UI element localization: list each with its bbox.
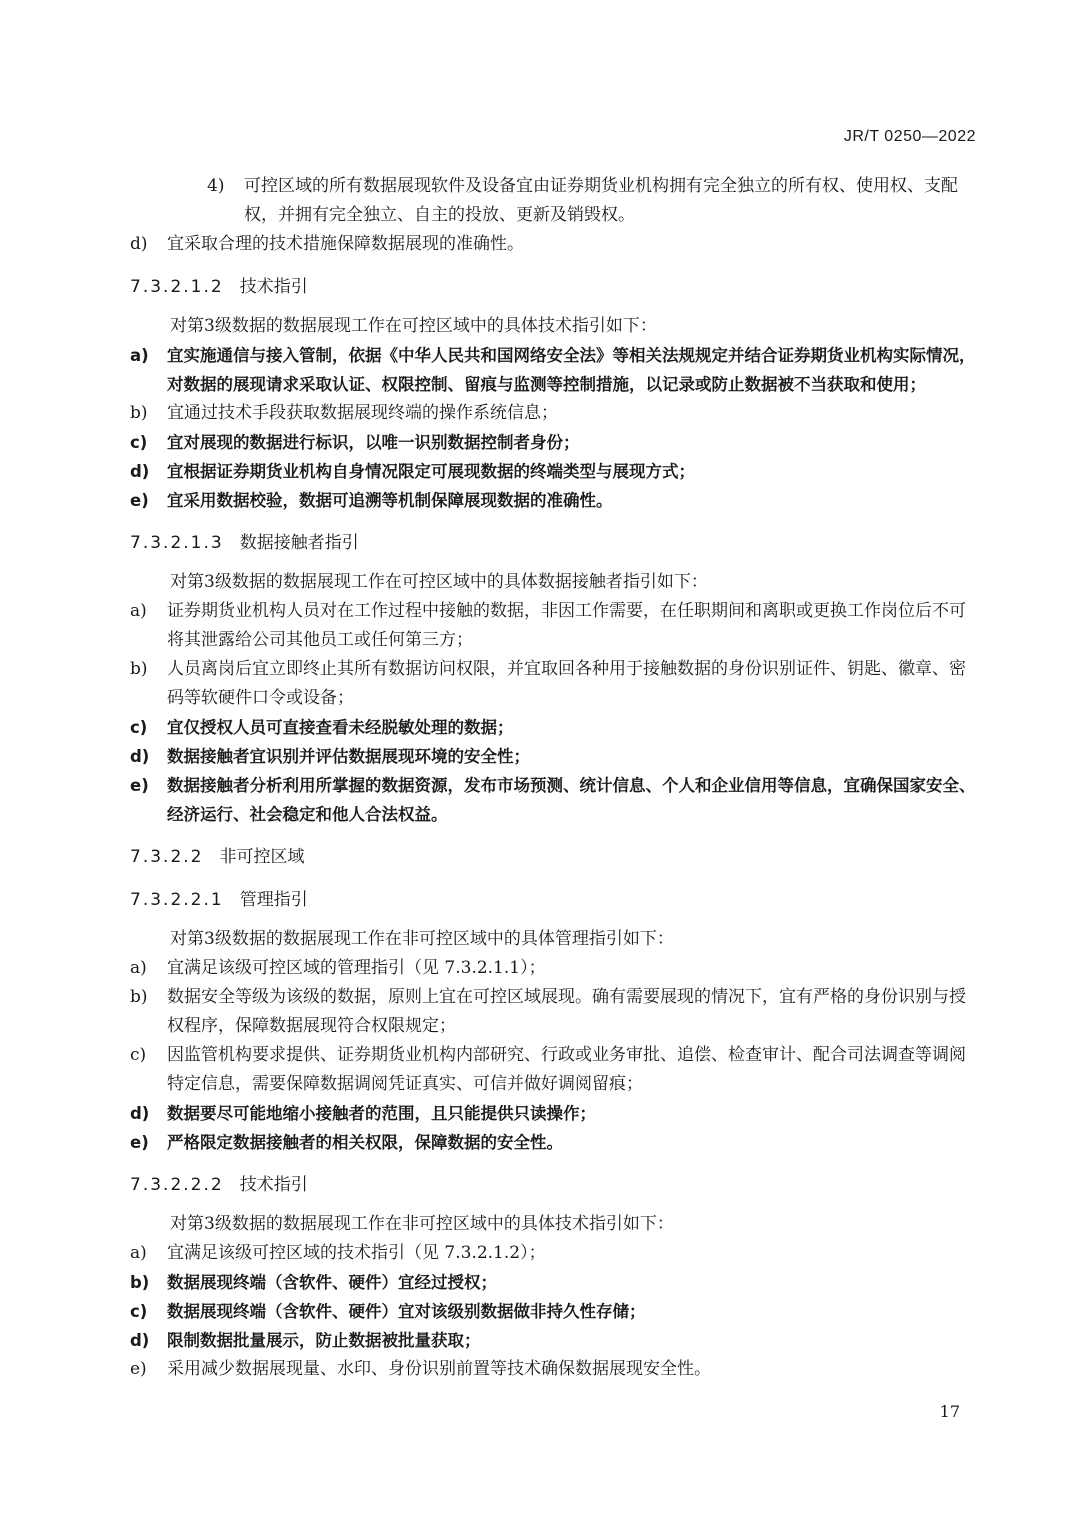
list-text: 宜通过技术手段获取数据展现终端的操作系统信息；	[167, 403, 558, 423]
list-text: 宜根据证券期货业机构自身情况限定可展现数据的终端类型与展现方式；	[167, 462, 695, 481]
list-marker: c)	[130, 718, 148, 737]
list-text: 数据展现终端（含软件、硬件）宜经过授权；	[167, 1273, 497, 1292]
list-marker: c)	[130, 1302, 148, 1321]
section-title: 数据接触者指引	[239, 533, 359, 553]
section-intro: 对第3级数据的数据展现工作在非可控区域中的具体管理指引如下：	[170, 929, 674, 949]
list-marker: e)	[130, 1359, 147, 1379]
list-text: 数据要尽可能地缩小接触者的范围，且只能提供只读操作；	[167, 1104, 596, 1123]
list-item	[130, 1355, 978, 1384]
list-marker: e)	[130, 491, 149, 510]
list-marker: d)	[130, 234, 148, 254]
section-heading	[130, 529, 978, 558]
list-marker: e)	[130, 1133, 149, 1152]
section-title: 技术指引	[239, 1175, 308, 1195]
list-marker: d)	[130, 462, 150, 481]
section-heading	[130, 1171, 978, 1200]
list-marker: a)	[130, 346, 149, 365]
list-item	[130, 771, 978, 829]
list-text: 人员离岗后宜立即终止其所有数据访问权限，并宜取回各种用于接触数据的身份识别证件、钥匙、徽章、密码等软硬件口令或设备；	[167, 659, 966, 708]
list-item	[130, 1099, 978, 1128]
section-number: 7.3.2.2	[130, 847, 204, 867]
list-item	[130, 1128, 978, 1157]
list-item	[130, 983, 978, 1041]
list-text: 宜采取合理的技术措施保障数据展现的准确性。	[167, 234, 524, 254]
list-item	[130, 486, 978, 515]
list-marker: a)	[130, 958, 147, 978]
list-text: 数据展现终端（含软件、硬件）宜对该级别数据做非持久性存储；	[167, 1302, 646, 1321]
section-intro: 对第3级数据的数据展现工作在可控区域中的具体数据接触者指引如下：	[170, 572, 708, 592]
list-marker: a)	[130, 601, 147, 621]
list-item	[130, 742, 978, 771]
list-text: 可控区域的所有数据展现软件及设备宜由证券期货业机构拥有完全独立的所有权、使用权、支配权，并拥有完全独立、自主的投放、更新及销毁权。	[244, 176, 958, 225]
page-number: 17	[939, 1402, 960, 1421]
list-marker: b)	[130, 987, 148, 1007]
list-item	[130, 597, 978, 655]
list-marker: d)	[130, 1104, 150, 1123]
section-heading	[130, 843, 978, 872]
list-text: 宜仅授权人员可直接查看未经脱敏处理的数据；	[167, 718, 514, 737]
section-number: 7.3.2.2.2	[130, 1175, 224, 1195]
list-text: 宜实施通信与接入管制，依据《中华人民共和国网络安全法》等相关法规规定并结合证券期货业机构实际情况，对数据的展现请求采取认证、权限控制、留痕与监测等控制措施，以记录或防止数据被不当获取和使用；	[167, 346, 976, 394]
list-marker: d)	[130, 1331, 150, 1350]
section-number: 7.3.2.2.1	[130, 890, 224, 910]
section-title: 技术指引	[239, 277, 308, 297]
list-item	[130, 655, 978, 713]
list-marker: d)	[130, 747, 150, 766]
list-text: 证券期货业机构人员对在工作过程中接触的数据，非因工作需要，在任职期间和离职或更换工作岗位后不可将其泄露给公司其他员工或任何第三方；	[167, 601, 966, 650]
list-text: 严格限定数据接触者的相关权限，保障数据的安全性。	[167, 1133, 563, 1152]
list-item	[130, 713, 978, 742]
list-item	[130, 954, 978, 983]
section-title: 非可控区域	[219, 847, 305, 867]
list-text: 宜满足该级可控区域的管理指引（见 7.3.2.1.1）；	[167, 958, 546, 978]
section-heading	[130, 273, 978, 302]
page-content	[130, 172, 978, 1384]
list-text: 采用减少数据展现量、水印、身份识别前置等技术确保数据展现安全性。	[167, 1359, 711, 1379]
list-marker: a)	[130, 1243, 147, 1263]
list-marker: e)	[130, 776, 149, 795]
list-item	[130, 428, 978, 457]
list-item	[130, 1268, 978, 1297]
list-text: 限制数据批量展示，防止数据被批量获取；	[167, 1331, 481, 1350]
list-item	[130, 172, 978, 230]
section-number: 7.3.2.1.2	[130, 277, 224, 297]
section-intro: 对第3级数据的数据展现工作在可控区域中的具体技术指引如下：	[170, 316, 657, 336]
section-intro: 对第3级数据的数据展现工作在非可控区域中的具体技术指引如下：	[170, 1214, 674, 1234]
list-text: 数据安全等级为该级的数据，原则上宜在可控区域展现。确有需要展现的情况下，宜有严格的身份识别与授权程序，保障数据展现符合权限规定；	[167, 987, 966, 1036]
list-item	[130, 399, 978, 428]
list-text: 数据接触者宜识别并评估数据展现环境的安全性；	[167, 747, 530, 766]
list-marker: b)	[130, 1273, 150, 1292]
list-item	[130, 230, 978, 259]
list-marker: b)	[130, 659, 148, 679]
list-marker: c)	[130, 1045, 147, 1065]
list-item	[130, 457, 978, 486]
section-number: 7.3.2.1.3	[130, 533, 224, 553]
section-heading	[130, 886, 978, 915]
list-text: 宜对展现的数据进行标识，以唯一识别数据控制者身份；	[167, 433, 580, 452]
list-item	[130, 1041, 978, 1099]
list-marker: b)	[130, 403, 148, 423]
section-title: 管理指引	[239, 890, 308, 910]
list-text: 宜满足该级可控区域的技术指引（见 7.3.2.1.2）；	[167, 1243, 546, 1263]
list-marker: c)	[130, 433, 148, 452]
list-item	[130, 341, 978, 399]
list-item	[130, 1239, 978, 1268]
list-item	[130, 1297, 978, 1326]
list-marker: 4)	[207, 176, 225, 196]
list-text: 宜采用数据校验，数据可追溯等机制保障展现数据的准确性。	[167, 491, 613, 510]
document-code: JR/T 0250—2022	[843, 128, 976, 145]
list-text: 因监管机构要求提供、证券期货业机构内部研究、行政或业务审批、追偿、检查审计、配合司法调查等调阅特定信息，需要保障数据调阅凭证真实、可信并做好调阅留痕；	[167, 1045, 966, 1094]
list-item	[130, 1326, 978, 1355]
list-text: 数据接触者分析利用所掌握的数据资源，发布市场预测、统计信息、个人和企业信用等信息，宜确保国家安全、经济运行、社会稳定和他人合法权益。	[167, 776, 976, 824]
